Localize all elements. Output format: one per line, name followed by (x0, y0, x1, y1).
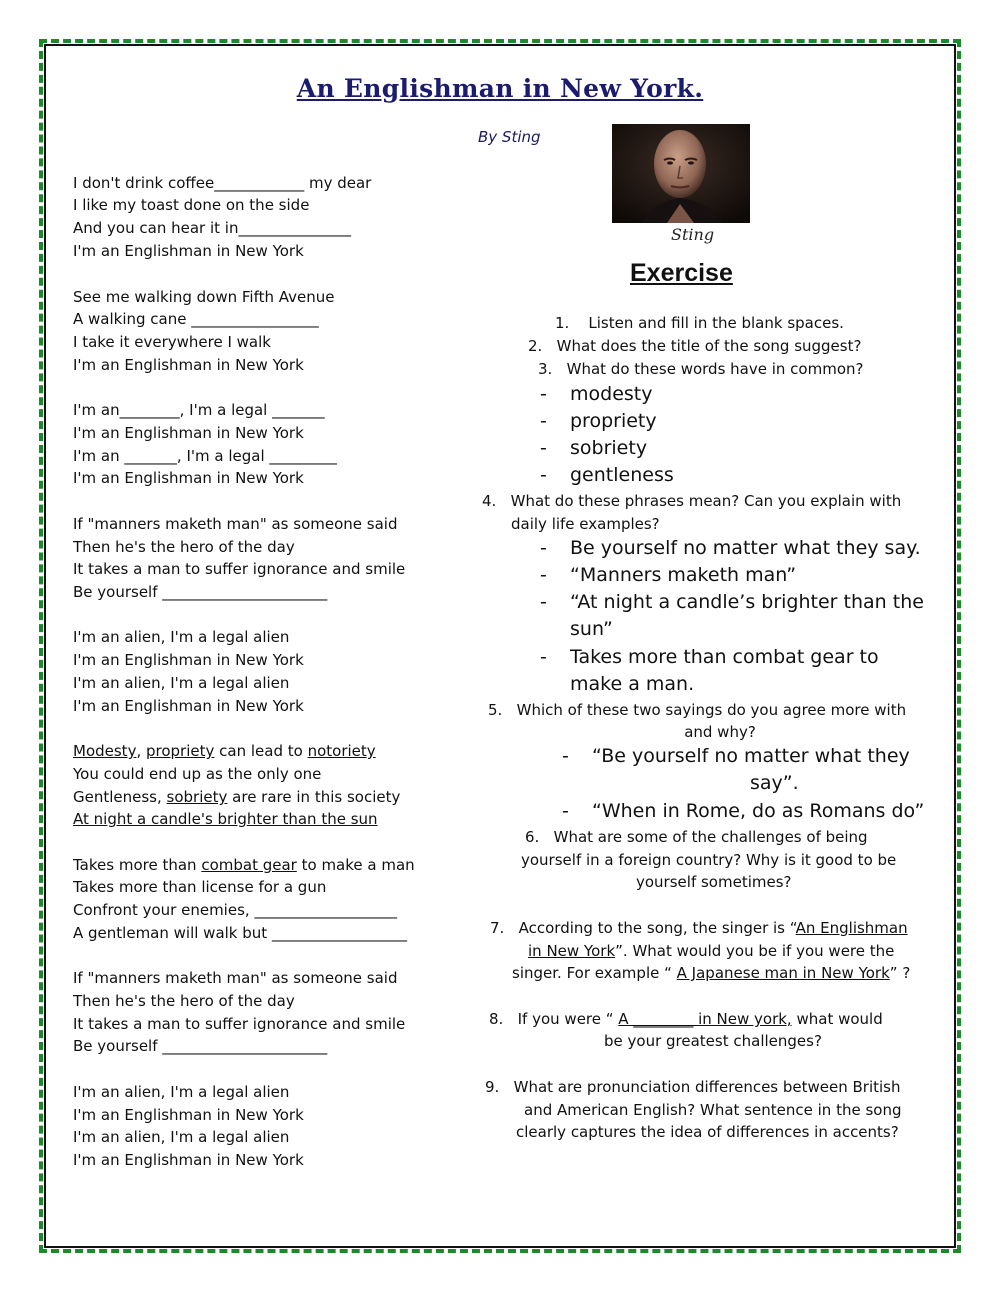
lyric-line: I'm an Englishman in New York (73, 651, 304, 669)
question-6: 6. What are some of the challenges of being (525, 828, 868, 846)
lyric-line: I'm an alien, I'm a legal alien (73, 628, 290, 646)
phrase-item: - “Manners maketh man” (540, 564, 797, 586)
question-9: 9. What are pronunciation differences between British (485, 1078, 901, 1096)
fill-blank[interactable]: ____________ (214, 174, 305, 192)
saying-item: - “Be yourself no matter what they (562, 745, 910, 767)
question-4-line2: daily life examples? (511, 515, 660, 533)
photo-caption: Sting (671, 225, 715, 244)
question-6-line3: yourself sometimes? (636, 873, 792, 891)
lyric-line: A walking cane _________________ (73, 310, 319, 328)
fill-blank[interactable]: _________________ (191, 310, 319, 328)
lyric-line: I'm an alien, I'm a legal alien (73, 1083, 290, 1101)
question-9-line2: and American English? What sentence in the song (524, 1101, 902, 1119)
lyric-line: I'm an Englishman in New York (73, 424, 304, 442)
lyric-line: It takes a man to suffer ignorance and smile (73, 560, 406, 578)
lyric-line: I'm an Englishman in New York (73, 697, 304, 715)
lyric-line: Be yourself ______________________ (73, 583, 328, 601)
lyric-line: I'm an________, I'm a legal _______ (73, 401, 325, 419)
question-1: 1. Listen and fill in the blank spaces. (555, 314, 844, 332)
lyric-line: If "manners maketh man" as someone said (73, 515, 398, 533)
question-3: 3. What do these words have in common? (538, 360, 864, 378)
fill-blank[interactable]: __________________ (271, 924, 407, 942)
lyric-line: Takes more than combat gear to make a man (73, 856, 415, 874)
question-5-line2: and why? (684, 723, 756, 741)
word-item: - propriety (540, 410, 657, 432)
fill-blank[interactable]: _______________ (238, 219, 351, 237)
phrase-item-cont: sun” (570, 618, 613, 640)
page-title: An Englishman in New York. (296, 74, 704, 103)
word-item: - gentleness (540, 464, 674, 486)
lyric-line: Modesty, propriety can lead to notoriety (73, 742, 376, 760)
lyric-line: Then he's the hero of the day (73, 538, 295, 556)
fill-blank[interactable]: ___________________ (254, 901, 397, 919)
question-2: 2. What does the title of the song suggest? (528, 337, 862, 355)
lyric-line: And you can hear it in_______________ (73, 219, 351, 237)
lyric-line: I take it everywhere I walk (73, 333, 271, 351)
lyric-line: If "manners maketh man" as someone said (73, 969, 398, 987)
lyric-line: Takes more than license for a gun (73, 878, 327, 896)
lyric-line: See me walking down Fifth Avenue (73, 288, 335, 306)
question-8-line2: be your greatest challenges? (604, 1032, 822, 1050)
lyric-line: I don't drink coffee____________ my dear (73, 174, 372, 192)
question-5: 5. Which of these two sayings do you agree more with (488, 701, 907, 719)
lyric-line: Gentleness, sobriety are rare in this society (73, 788, 401, 806)
portrait-image (612, 124, 750, 223)
question-9-line3: clearly captures the idea of differences in accents? (516, 1123, 899, 1141)
question-6-line2: yourself in a foreign country? Why is it good to be (521, 851, 897, 869)
lyric-line: I'm an Englishman in New York (73, 1151, 304, 1169)
lyric-line: I like my toast done on the side (73, 196, 310, 214)
lyric-line: I'm an Englishman in New York (73, 242, 304, 260)
lyric-line: I'm an _______, I'm a legal _________ (73, 447, 337, 465)
lyric-line: I'm an alien, I'm a legal alien (73, 674, 290, 692)
word-item: - modesty (540, 383, 653, 405)
word-item: - sobriety (540, 437, 648, 459)
lyric-line: I'm an Englishman in New York (73, 356, 304, 374)
fill-blank[interactable]: ________ (119, 401, 180, 419)
lyric-line: You could end up as the only one (73, 765, 322, 783)
phrase-item-cont: make a man. (570, 673, 695, 695)
exercise-title: Exercise (630, 259, 733, 287)
phrase-item: - Takes more than combat gear to (540, 646, 879, 668)
fill-blank[interactable]: _______ (272, 401, 325, 419)
lyric-line: It takes a man to suffer ignorance and smile (73, 1015, 406, 1033)
lyric-line: Be yourself ______________________ (73, 1037, 328, 1055)
fill-blank[interactable]: ______________________ (162, 583, 328, 601)
byline: By Sting (478, 128, 541, 146)
question-7-line2: in New York”. What would you be if you were the (528, 942, 895, 960)
question-8: 8. If you were “ A ________ in New york, what would (489, 1010, 883, 1028)
saying-item-cont: say”. (750, 772, 799, 794)
lyric-line: At night a candle's brighter than the sun (73, 810, 378, 828)
question-7: 7. According to the song, the singer is “An Englishman (490, 919, 908, 937)
fill-blank[interactable]: _______ (124, 447, 177, 465)
saying-item: - “When in Rome, do as Romans do” (562, 800, 925, 822)
lyric-line: I'm an Englishman in New York (73, 1106, 304, 1124)
question-7-line3: singer. For example “ A Japanese man in New York” ? (512, 964, 911, 982)
fill-blank[interactable]: _________ (269, 447, 337, 465)
lyric-line: Then he's the hero of the day (73, 992, 295, 1010)
lyric-line: Confront your enemies, ___________________ (73, 901, 397, 919)
sting-photo (612, 124, 750, 223)
fill-blank[interactable]: ______________________ (162, 1037, 328, 1055)
lyric-line: I'm an alien, I'm a legal alien (73, 1128, 290, 1146)
lyric-line: A gentleman will walk but __________________ (73, 924, 407, 942)
phrase-item: - “At night a candle’s brighter than the (540, 591, 924, 613)
phrase-item: - Be yourself no matter what they say. (540, 537, 921, 559)
question-4: 4. What do these phrases mean? Can you explain with (482, 492, 902, 510)
lyric-line: I'm an Englishman in New York (73, 469, 304, 487)
